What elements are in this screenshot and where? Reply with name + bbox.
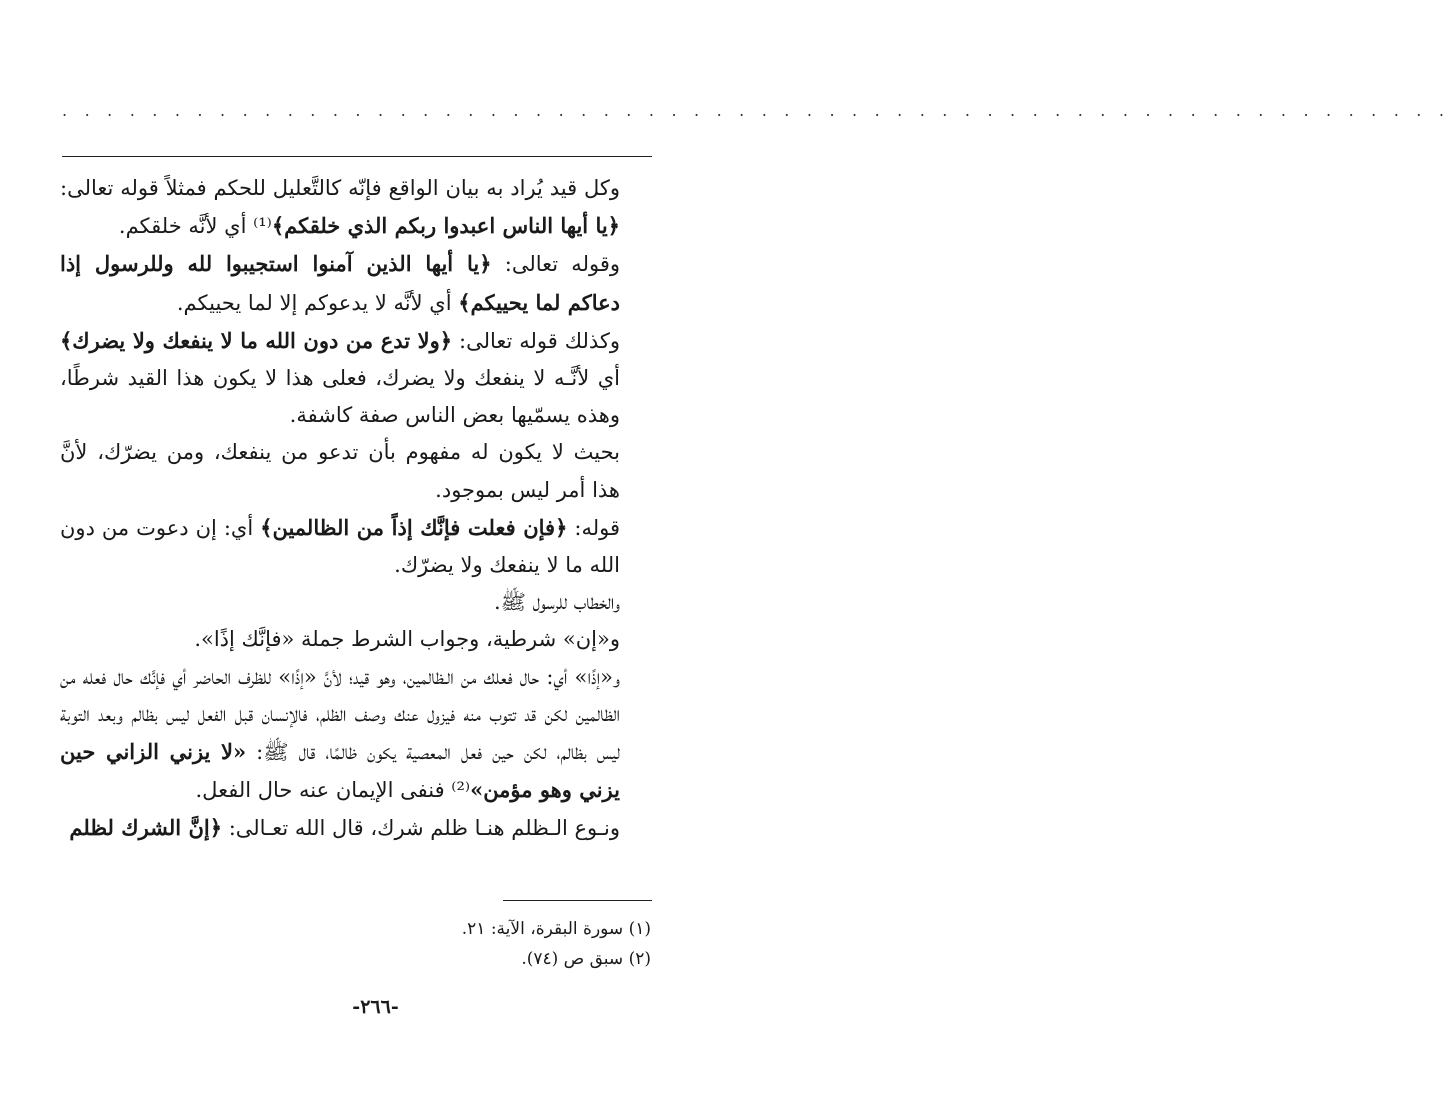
dotted-separator: . . . . . . . . . . . . . . . . . . . . . . . . . . . . . . . . . . . . . . . . . . . . . . . . . . . . . . . . . . . . . . xyxy=(62,101,1450,120)
paragraph-1-tail: ⁽¹⁾ أي لأنَّه خلقكم. xyxy=(118,214,272,239)
paragraph-8-text: و«إذًا» أي: حال فعلك من الـظالمين، وهو قيد؛ لأنَّ «إذًا» للظرف الحاضر أي فإنَّك حال فعله من الظالمين لكن قد تتوب منه فيزول عنك وصف الظلم، فالإنسان قبل الفعل ليس بظالم وبعد التوبة ليس بظالم، لكن حين فعل المعصية يكون ظالمًا، قال ﷺ: xyxy=(60,664,620,765)
paragraph-4 xyxy=(60,434,654,508)
footnote-1: (١) سورة البقرة، الآية: ٢١. xyxy=(461,919,651,939)
paragraph-2-quran-quote: ﴿يا أيها الذين آمنوا استجيبوا لله وللرسول إذا دعاكم لما يحييكم﴾ xyxy=(60,251,620,315)
paragraph-8-hadith-quote: «لا يزني الزاني حين يزني وهو مؤمن» xyxy=(60,739,620,803)
paragraph-5-text: قوله: xyxy=(567,515,620,540)
paragraph-8 xyxy=(60,659,654,810)
paragraph-4-text: بحيث لا يكون له مفهوم بأن تدعو من ينفعك، ومن يضرّك، لأنَّ هذا أمر ليس بموجود. xyxy=(60,440,620,502)
paragraph-2 xyxy=(60,245,654,321)
paragraph-6 xyxy=(60,584,654,621)
page-number: -٢٦٦- xyxy=(352,996,399,1018)
paragraph-7 xyxy=(60,621,654,658)
paragraph-1-text: وكل قيد يُراد به بيان الواقع فإنّه كالتَّعليل للحكم فمثلاً قوله تعالى: xyxy=(60,176,620,200)
paragraph-3-quran-quote: ﴿ولا تدع من دون الله ما لا ينفعك ولا يضرك﴾ xyxy=(60,327,453,353)
paragraph-3 xyxy=(60,322,654,435)
header-rule xyxy=(62,156,652,157)
paragraph-9 xyxy=(60,809,654,847)
paragraph-2-tail: أي لأنَّه لا يدعوكم إلا لما يحييكم. xyxy=(176,290,459,315)
paragraph-3-tail: أي لأنَّـه لا ينفعك ولا يضرك، فعلى هذا لا يكون هذا القيد شرطًا، وهذه يسمّيها بعض الناس صفة كاشفة. xyxy=(60,366,620,428)
paragraph-5 xyxy=(60,509,654,584)
main-text xyxy=(60,170,654,848)
footnote-2: (٢) سبق ص (٧٤). xyxy=(521,949,651,969)
paragraph-2-text: وقوله تعالى: xyxy=(491,252,620,277)
paragraph-6-text: والخطاب للرسول ﷺ. xyxy=(493,590,620,615)
footnote-rule xyxy=(503,900,652,901)
paragraph-5-tail: أي: إن دعوت من دون الله ما لا ينفعك ولا يضرّك. xyxy=(60,515,620,578)
paragraph-3-text: وكذلك قوله تعالى: xyxy=(452,328,620,353)
paragraph-1-quran-quote: ﴿يا أيها الناس اعبدوا ربكم الذي خلقكم﴾ xyxy=(271,213,620,239)
footnotes xyxy=(91,914,651,974)
paragraph-5-quran-quote: ﴿فإن فعلت فإنَّك إذاً من الظالمين﴾ xyxy=(260,514,568,540)
paragraph-9-text: ونـوع الـظلم هنـا ظلم شرك، قال الله تعـالى: xyxy=(222,816,620,841)
paragraph-9-quran-quote: ﴿إنَّ الشرك لظلم xyxy=(69,815,223,841)
paragraph-8-tail: ⁽²⁾ فنفى الإيمان عنه حال الفعل. xyxy=(195,778,471,803)
paragraph-1 xyxy=(60,170,654,245)
paragraph-7-text: و«إن» شرطية، وجواب الشرط جملة «فإنَّك إذًا». xyxy=(194,627,620,652)
